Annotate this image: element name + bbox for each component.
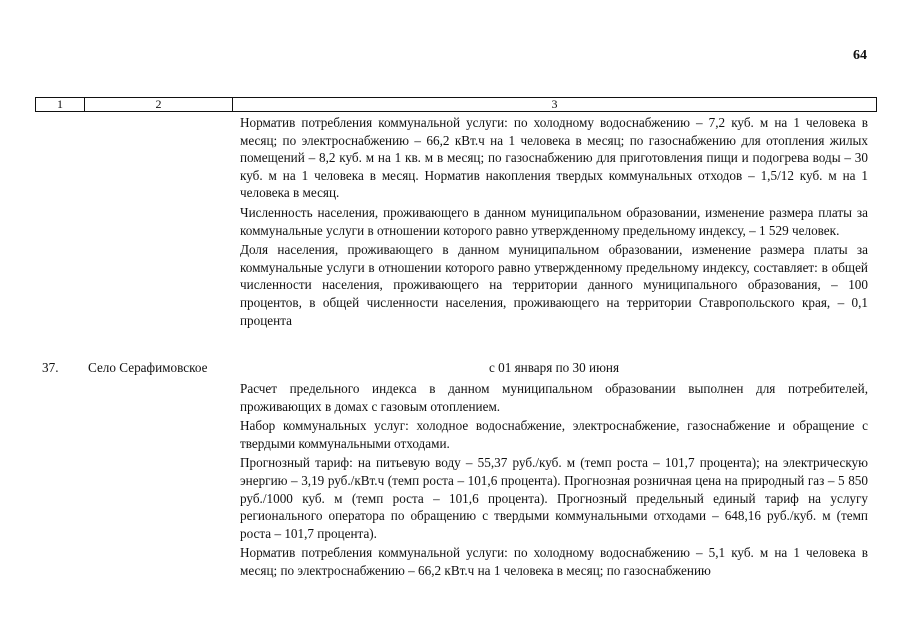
consumption-norm-paragraph: Норматив потребления коммунальной услуги: по холодному водоснабжению – 5,1 куб. м на 1 человека в месяц; по электроснабжению – 66,2 кВт.ч на 1 человека в месяц; по газоснабжению [240,545,868,578]
row-37-content [240,380,868,580]
calculation-basis-paragraph: Расчет предельного индекса в данном муниципальном образовании выполнен для потребителей, проживающих в домах с газовым отоплением. [240,381,868,414]
table-header-col-2: 2 [85,98,233,111]
municipality-name: Село Серафимовское [88,360,208,375]
previous-row-content [240,114,868,329]
row-number: 37. [42,360,59,375]
population-count-paragraph: Численность населения, проживающего в данном муниципальном образовании, изменение размера платы за коммунальные услуги в отношении которого равно утвержденному предельному индексу, – 1 529 человек. [240,204,868,238]
population-share-paragraph: Доля населения, проживающего в данном муниципальном образовании, изменение размера платы за коммунальные услуги в отношении которого равно утвержденному предельному индексу, составляет: в общей численности населения, проживающего на территории данного муниципального образования, – 100 процентов, в общей численности населения, проживающего на территории Ставропольского края, – 0,1 процента [240,242,868,328]
table-header-col-3: 3 [551,97,558,111]
services-set-paragraph: Набор коммунальных услуг: холодное водоснабжение, электроснабжение, газоснабжение и обращение с твердыми коммунальными отходами. [240,418,868,451]
forecast-tariff-paragraph: Прогнозный тариф: на питьевую воду – 55,37 руб./куб. м (темп роста – 101,7 процента); на электрическую энергию – 3,19 руб./кВт.ч (темп роста – 101,6 процента). Прогнозная розничная цена на природный газ – 5 850 руб./1000 куб. м (темп роста – 101,6 процента). Прогнозный предельный единый тариф на услугу регионального оператора по обращению с твердыми коммунальными отходами – 648,16 руб./куб. м (темп роста – 101,7 процента). [240,455,868,541]
consumption-norm-paragraph: Норматив потребления коммунальной услуги: по холодному водоснабжению – 7,2 куб. м на 1 человека в месяц; по электроснабжению – 66,2 кВт.ч на 1 человека в месяц; по газоснабжению для отопления жилых помещений – 8,2 куб. м на 1 кв. м в месяц; по газоснабжению для приготовления пищи и подогрева воды – 30 куб. м на 1 человека в месяц. Норматив накопления твердых коммунальных отходов – 1,5/12 куб. м на 1 человека в месяц. [240,115,868,201]
table-header-col-1: 1 [36,98,85,111]
table-header-row [35,97,877,112]
page-number: 64 [853,48,867,63]
period-heading: с 01 января по 30 июня [488,360,620,375]
